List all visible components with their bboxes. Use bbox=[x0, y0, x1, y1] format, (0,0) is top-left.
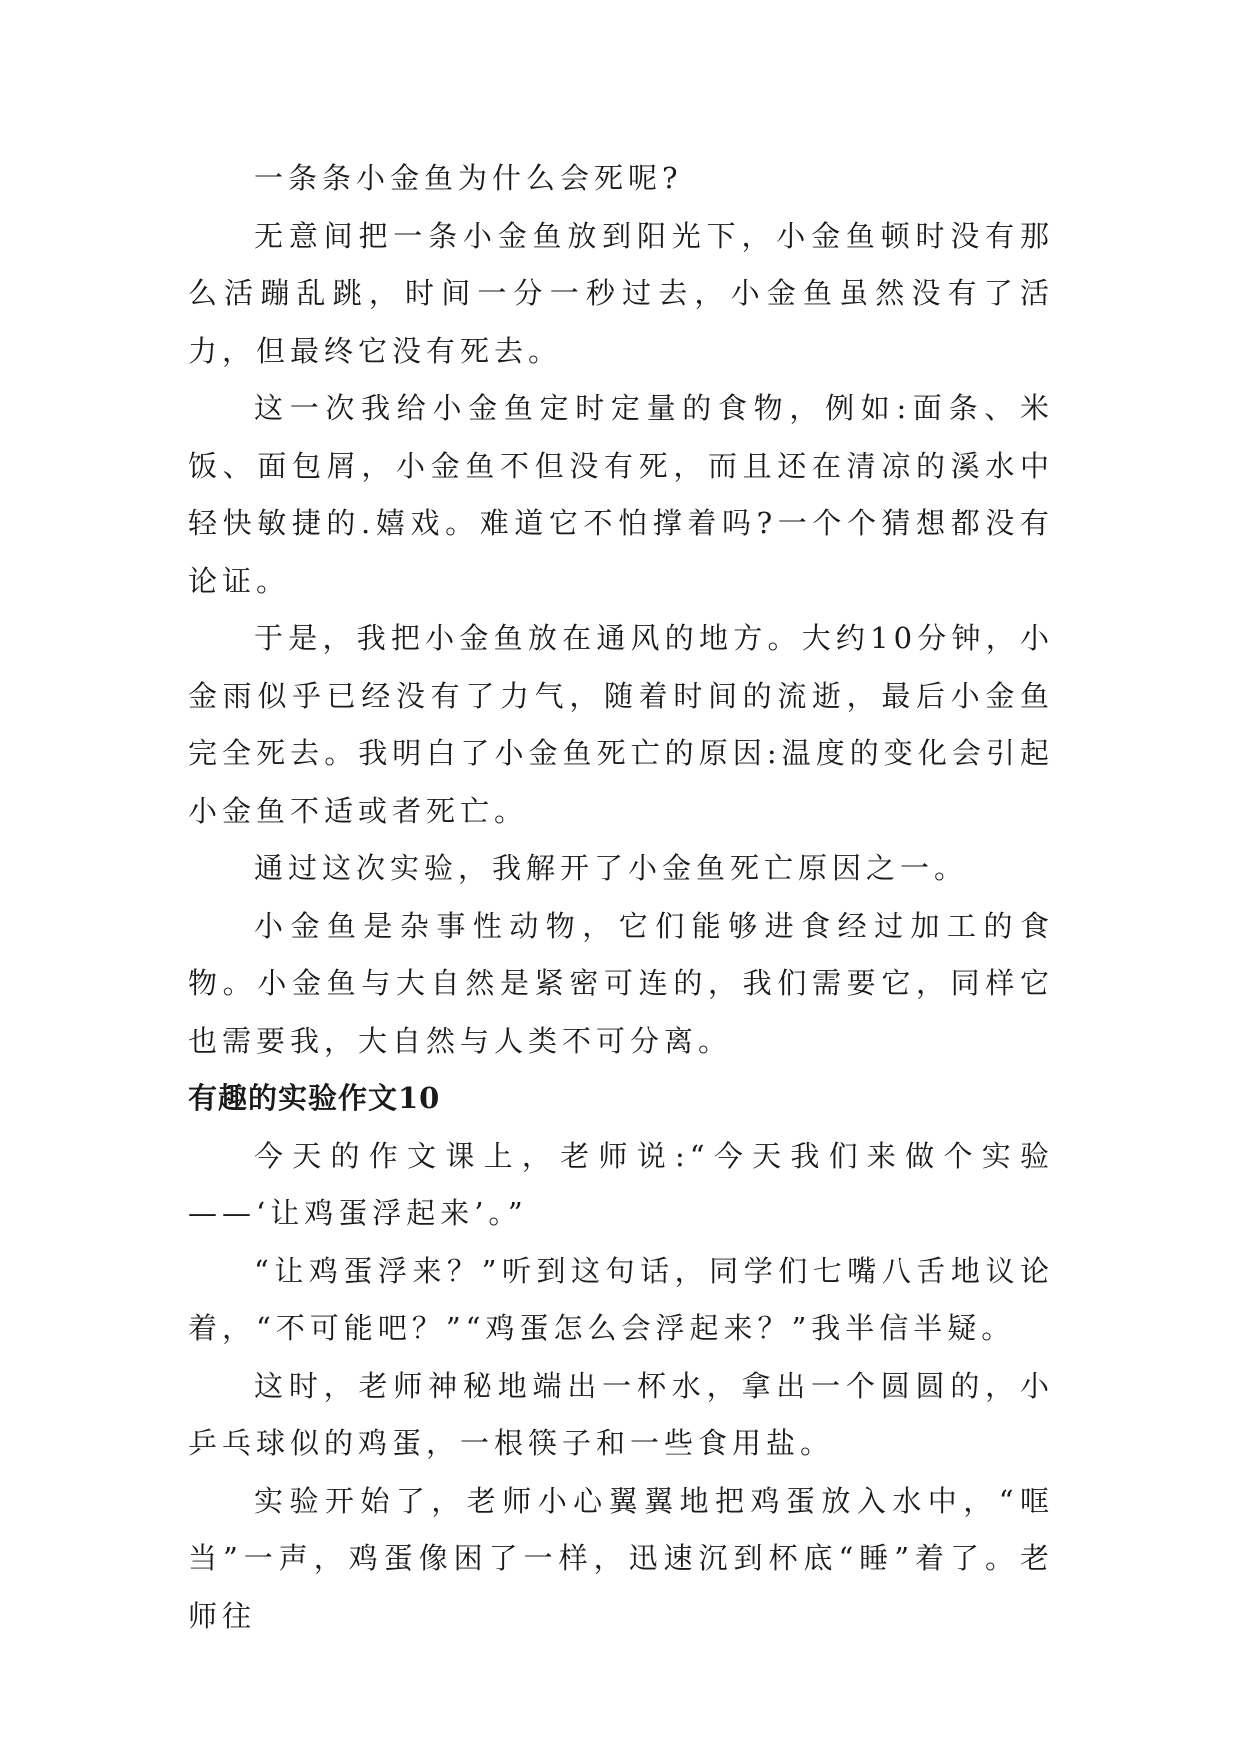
paragraph-experiment-start: 实验开始了，老师小心翼翼地把鸡蛋放入水中，“哐当”一声，鸡蛋像困了一样，迅速沉到杯底“睡”着了。老师往 bbox=[188, 1483, 1054, 1633]
paragraph-why-goldfish-die: 一条条小金鱼为什么会死呢? bbox=[254, 161, 683, 195]
paragraph-conclusion: 通过这次实验，我解开了小金鱼死亡原因之一。 bbox=[254, 851, 969, 885]
paragraph-materials: 这时，老师神秘地端出一杯水，拿出一个圆圆的，小乒乓球似的鸡蛋，一根筷子和一些食用盐。 bbox=[188, 1368, 1054, 1460]
paragraph-sunlight: 无意间把一条小金鱼放到阳光下，小金鱼顿时没有那么活蹦乱跳，时间一分一秒过去，小金鱼虽然没有了活力，但最终它没有死去。 bbox=[188, 218, 1054, 368]
section-title: 有趣的实验作文10 bbox=[188, 1081, 441, 1115]
paragraph-nature: 小金鱼是杂事性动物，它们能够进食经过加工的食物。小金鱼与大自然是紧密可连的，我们需要它，同样它也需要我，大自然与人类不可分离。 bbox=[188, 908, 1054, 1058]
paragraph-teacher-intro: 今天的作文课上，老师说:“今天我们来做个实验——‘让鸡蛋浮起来’。” bbox=[188, 1138, 1054, 1230]
paragraph-students-react: “让鸡蛋浮来？”听到这句话，同学们七嘴八舌地议论着，“不可能吧？”“鸡蛋怎么会浮起来？”我半信半疑。 bbox=[188, 1253, 1054, 1345]
document-page bbox=[188, 150, 1054, 1645]
paragraph-food: 这一次我给小金鱼定时定量的食物，例如:面条、米饭、面包屑，小金鱼不但没有死，而且还在清凉的溪水中轻快敏捷的.嬉戏。难道它不怕撑着吗?一个个猜想都没有论证。 bbox=[188, 391, 1054, 598]
paragraph-ventilation: 于是，我把小金鱼放在通风的地方。大约10分钟，小金雨似乎已经没有了力气，随着时间的流逝，最后小金鱼完全死去。我明白了小金鱼死亡的原因:温度的变化会引起小金鱼不适或者死亡。 bbox=[188, 621, 1054, 828]
